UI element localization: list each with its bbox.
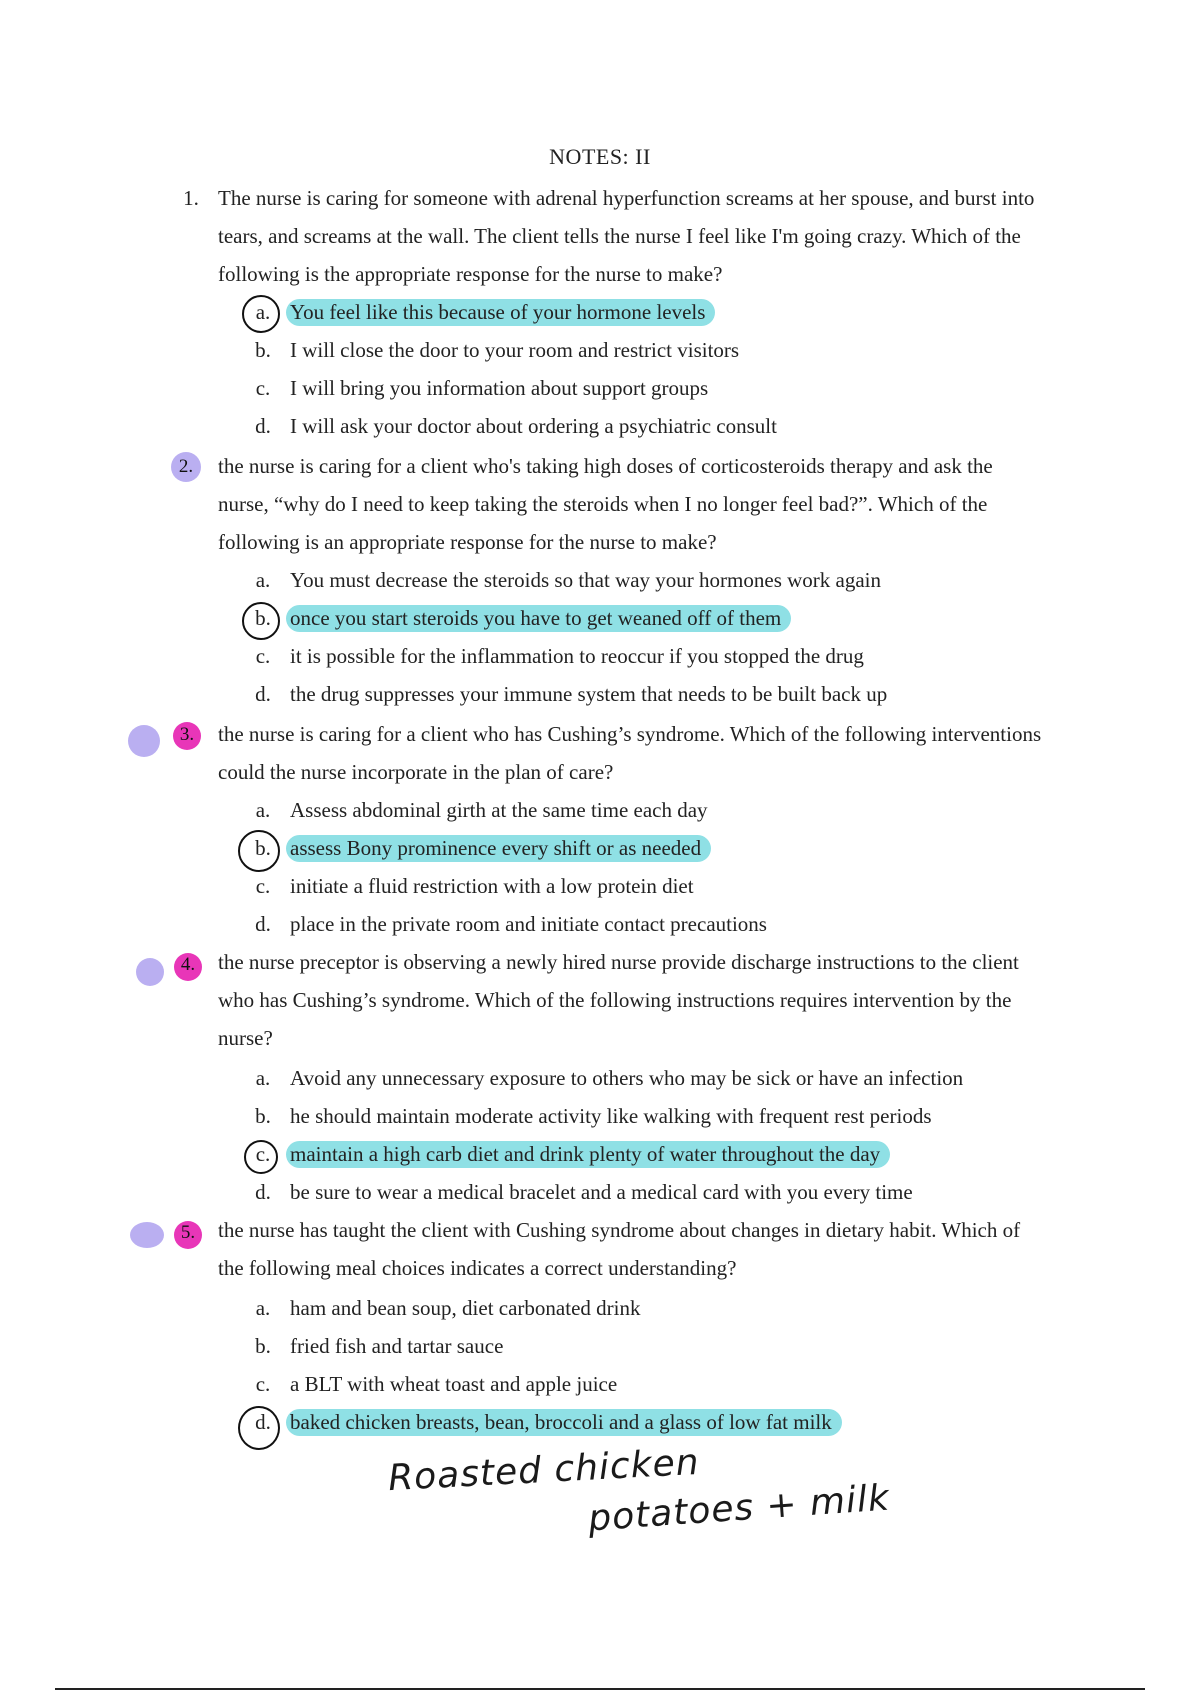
option-letter: b. — [255, 606, 271, 630]
option-text-selected — [290, 1142, 890, 1167]
option-letter: c. — [255, 644, 271, 668]
question-text-line: following is an appropriate response for the nurse to make? — [218, 530, 717, 554]
option-text: You must decrease the steroids so that way your hormones work again — [290, 568, 882, 592]
option-text-selected — [290, 1410, 842, 1435]
option-text-selected — [290, 836, 711, 861]
option-letter: d. — [255, 1410, 271, 1434]
option-letter: d. — [255, 912, 271, 936]
footer-divider — [55, 1688, 1145, 1690]
purple-marker-dot — [128, 725, 160, 757]
question-text-line: the nurse preceptor is observing a newly hired nurse provide discharge instructions to the client — [218, 950, 1019, 974]
option-text: ham and bean soup, diet carbonated drink — [290, 1296, 641, 1320]
option-text-selected — [290, 300, 715, 325]
question-text-line: the nurse is caring for a client who has Cushing’s syndrome. Which of the following interventions — [218, 722, 1042, 746]
question-number: 2. — [178, 456, 194, 477]
option-text: I will bring you information about support groups — [290, 376, 709, 400]
option-text: a BLT with wheat toast and apple juice — [290, 1372, 618, 1396]
option-text: Assess abdominal girth at the same time each day — [290, 798, 708, 822]
highlight: baked chicken breasts, bean, broccoli and a glass of low fat milk — [286, 1409, 842, 1436]
option-letter: b. — [255, 1334, 271, 1358]
option-letter: a. — [255, 300, 271, 324]
option-text: place in the private room and initiate contact precautions — [290, 912, 767, 936]
option-text: the drug suppresses your immune system that needs to be built back up — [290, 682, 888, 706]
option-letter: b. — [255, 1104, 271, 1128]
option-letter: a. — [255, 798, 271, 822]
option-letter: c. — [255, 1142, 271, 1166]
handwritten-note-line-1: Roasted chicken — [387, 1441, 701, 1500]
handwritten-note-line-2: potatoes + milk — [586, 1477, 892, 1540]
option-letter: a. — [255, 1296, 271, 1320]
highlight: once you start steroids you have to get weaned off of them — [286, 605, 791, 632]
option-letter: b. — [255, 836, 271, 860]
question-number: 4. — [180, 954, 196, 975]
question-number: 1. — [183, 186, 199, 210]
question-number: 3. — [179, 724, 195, 745]
question-text-line: the nurse is caring for a client who's taking high doses of corticosteroids therapy and ask the — [218, 454, 993, 478]
option-letter: d. — [255, 414, 271, 438]
question-number: 5. — [180, 1222, 196, 1243]
question-text-line: the following meal choices indicates a correct understanding? — [218, 1256, 737, 1280]
highlight: maintain a high carb diet and drink plenty of water throughout the day — [286, 1141, 890, 1168]
highlight: assess Bony prominence every shift or as needed — [286, 835, 711, 862]
question-text-line: could the nurse incorporate in the plan of care? — [218, 760, 614, 784]
option-letter: a. — [255, 1066, 271, 1090]
page-title: NOTES: II — [549, 144, 651, 169]
option-text: Avoid any unnecessary exposure to others who may be sick or have an infection — [290, 1066, 964, 1090]
option-letter: d. — [255, 682, 271, 706]
option-text: fried fish and tartar sauce — [290, 1334, 504, 1358]
option-text: be sure to wear a medical bracelet and a medical card with you every time — [290, 1180, 913, 1204]
option-letter: d. — [255, 1180, 271, 1204]
option-text: it is possible for the inflammation to reoccur if you stopped the drug — [290, 644, 864, 668]
option-text-selected — [290, 606, 791, 631]
purple-marker-dot — [136, 958, 164, 986]
question-text-line: who has Cushing’s syndrome. Which of the following instructions requires intervention by the — [218, 988, 1012, 1012]
option-text: initiate a fluid restriction with a low protein diet — [290, 874, 694, 898]
purple-marker-dot — [130, 1222, 164, 1248]
highlight: You feel like this because of your hormone levels — [286, 299, 715, 326]
option-letter: c. — [255, 874, 271, 898]
option-letter: a. — [255, 568, 271, 592]
option-text: I will close the door to your room and restrict visitors — [290, 338, 740, 362]
question-text-line: nurse? — [218, 1026, 273, 1050]
option-letter: c. — [255, 1372, 271, 1396]
question-text-line: The nurse is caring for someone with adrenal hyperfunction screams at her spouse, and burst into — [218, 186, 1035, 210]
question-text-line: the nurse has taught the client with Cushing syndrome about changes in dietary habit. Which of — [218, 1218, 1021, 1242]
option-letter: b. — [255, 338, 271, 362]
question-text-line: nurse, “why do I need to keep taking the steroids when I no longer feel bad?”. Which of the — [218, 492, 988, 516]
option-text: I will ask your doctor about ordering a psychiatric consult — [290, 414, 777, 438]
option-letter: c. — [255, 376, 271, 400]
option-text: he should maintain moderate activity like walking with frequent rest periods — [290, 1104, 932, 1128]
question-text-line: following is the appropriate response for the nurse to make? — [218, 262, 723, 286]
question-text-line: tears, and screams at the wall. The client tells the nurse I feel like I'm going crazy. Which of the — [218, 224, 1021, 248]
